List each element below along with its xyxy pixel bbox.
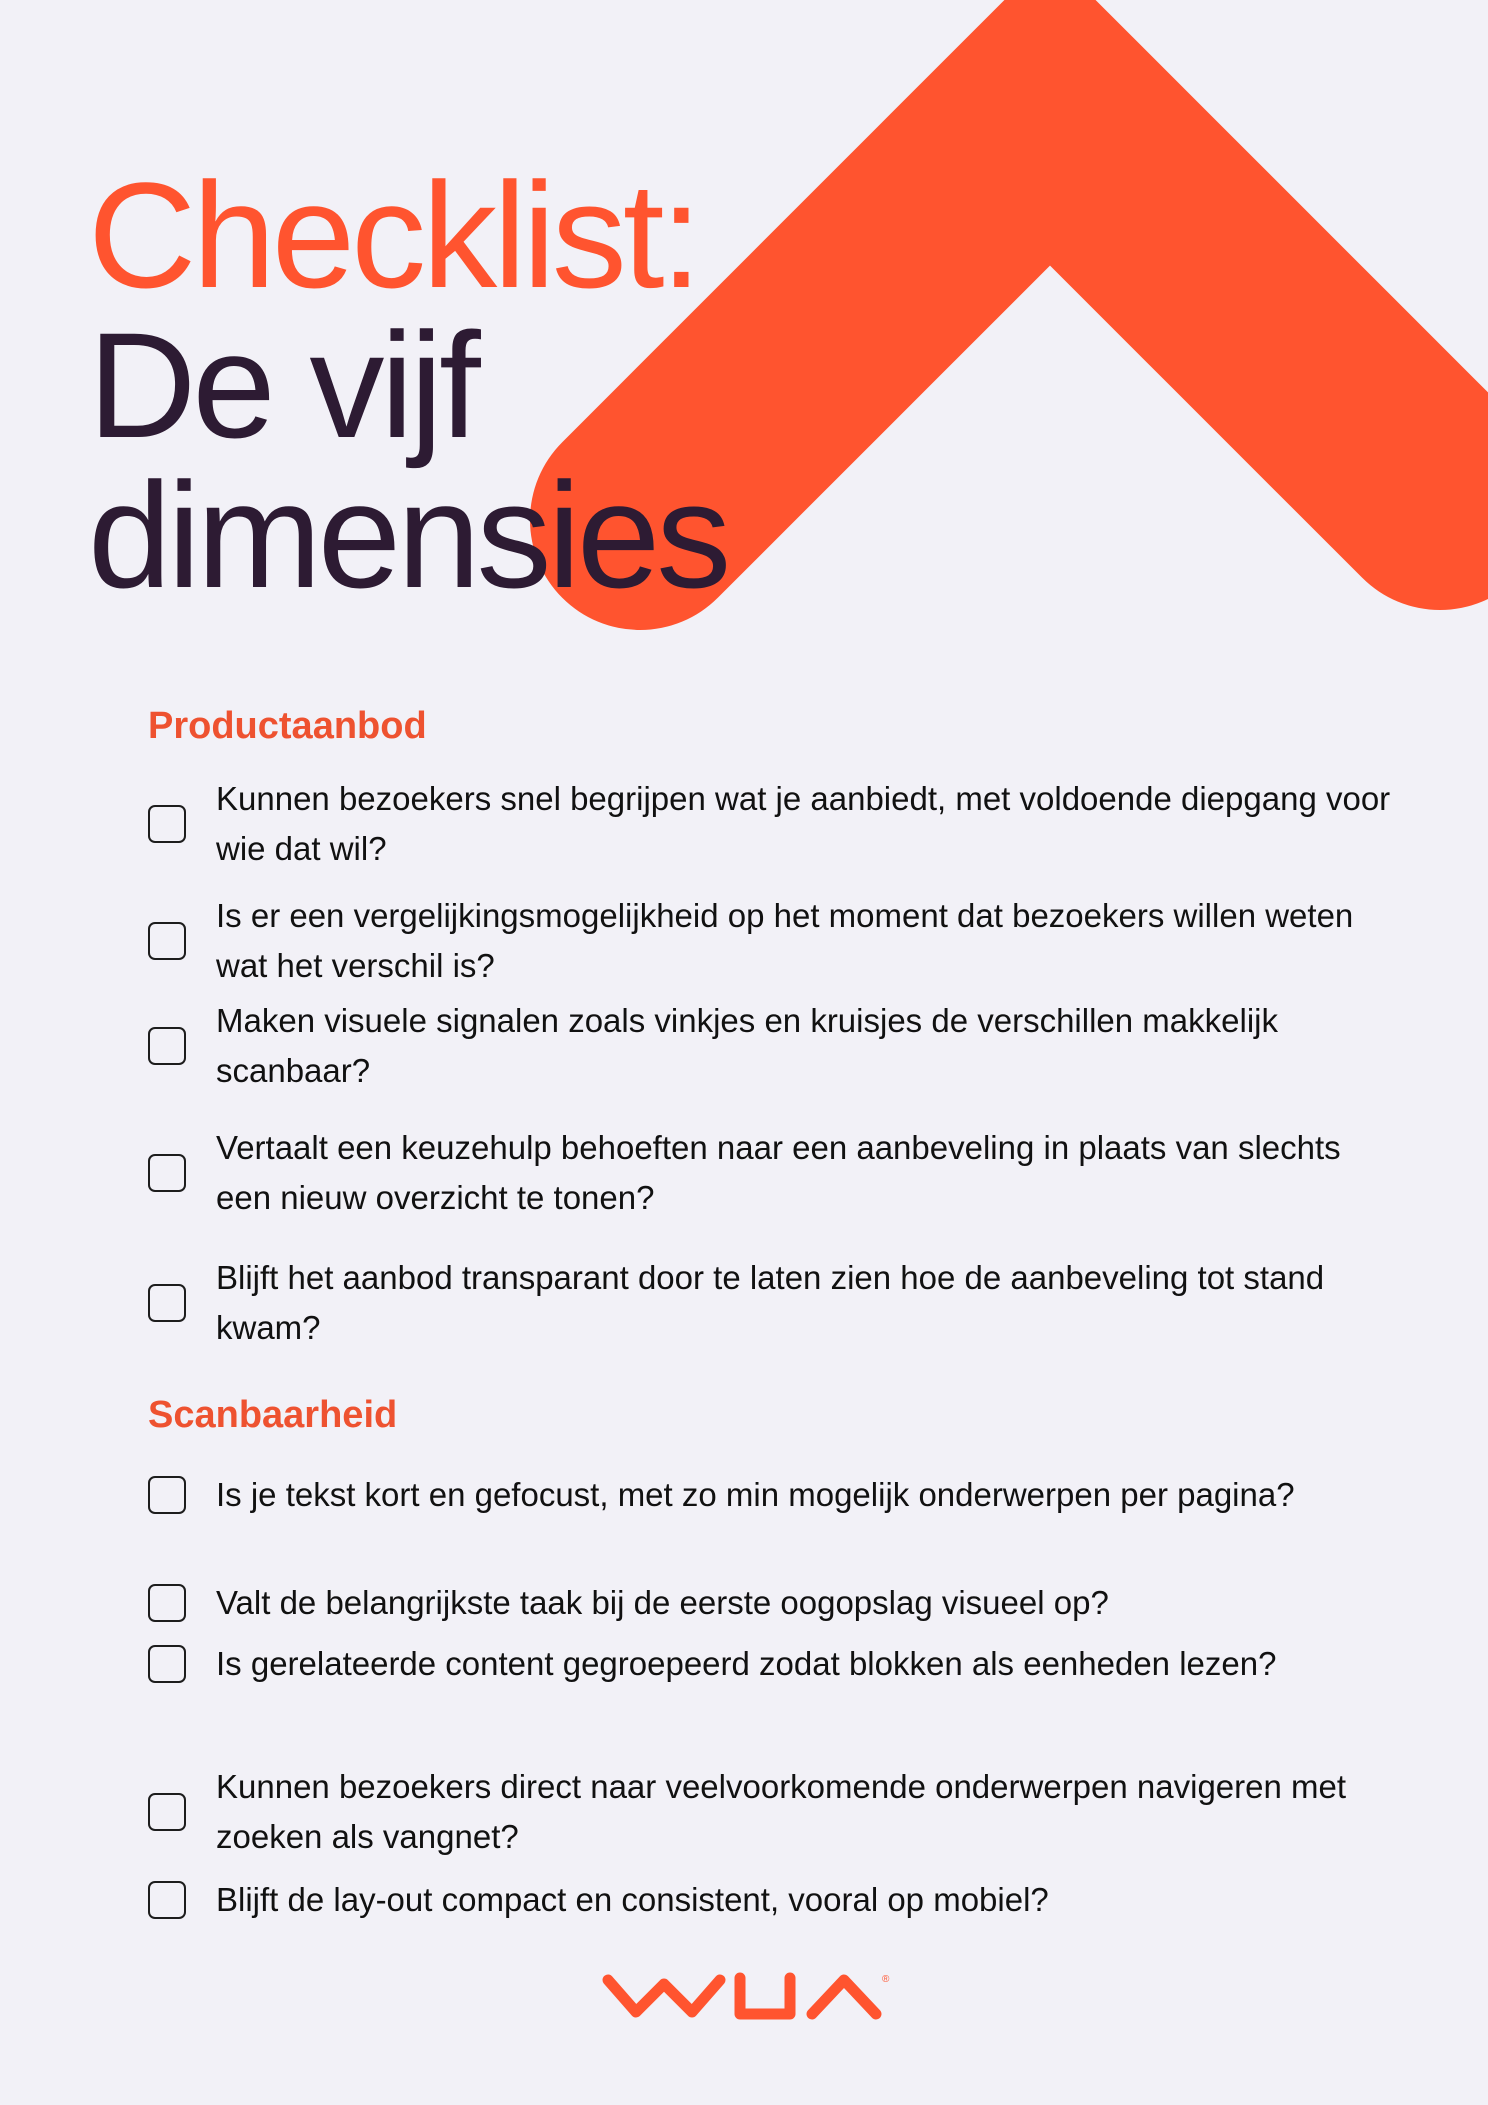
checklist-item [148, 1253, 1398, 1353]
checkbox[interactable] [148, 1584, 186, 1622]
checkbox[interactable] [148, 1881, 186, 1919]
checklist-item-text: Valt de belangrijkste taak bij de eerste oogopslag visueel op? [216, 1584, 1109, 1621]
section-heading-productaanbod: Productaanbod [148, 705, 427, 747]
checklist-item-text: Is gerelateerde content gegroepeerd zodat blokken als eenheden lezen? [216, 1645, 1277, 1682]
title-line-dimensies: dimensies [88, 451, 728, 619]
checkbox[interactable] [148, 1027, 186, 1065]
checklist-item-text: Vertaalt een keuzehulp behoeften naar een aanbeveling in plaats van slechts een nieuw overzicht te tonen? [216, 1129, 1341, 1216]
checklist-item [148, 996, 1398, 1096]
checkbox[interactable] [148, 1476, 186, 1514]
title-line-de-vijf: De vijf [88, 301, 477, 469]
checklist-item [148, 1762, 1398, 1862]
checkbox[interactable] [148, 1793, 186, 1831]
checklist-item [148, 1639, 1398, 1689]
checklist-item-text: Is er een vergelijkingsmogelijkheid op het moment dat bezoekers willen weten wat het verschil is? [216, 897, 1354, 984]
section-heading-scanbaarheid: Scanbaarheid [148, 1394, 398, 1436]
checklist-item-text: Maken visuele signalen zoals vinkjes en kruisjes de verschillen makkelijk scanbaar? [216, 1002, 1278, 1089]
checklist-item-text: Blijft het aanbod transparant door te laten zien hoe de aanbeveling tot stand kwam? [216, 1259, 1325, 1346]
page-title [88, 151, 728, 619]
wua-logo [600, 1968, 890, 2028]
checklist-item-text: Is je tekst kort en gefocust, met zo min mogelijk onderwerpen per pagina? [216, 1476, 1295, 1513]
checklist-item [148, 1123, 1398, 1223]
checkbox[interactable] [148, 1154, 186, 1192]
checklist-item-text: Kunnen bezoekers direct naar veelvoorkomende onderwerpen navigeren met zoeken als vangnet? [216, 1768, 1347, 1855]
checklist-item [148, 891, 1398, 991]
checklist-item [148, 1578, 1398, 1628]
checkbox[interactable] [148, 1284, 186, 1322]
checklist-item-text: Kunnen bezoekers snel begrijpen wat je aanbiedt, met voldoende diepgang voor wie dat wil? [216, 780, 1391, 867]
checklist-item [148, 1875, 1398, 1925]
checkbox[interactable] [148, 922, 186, 960]
checklist-item [148, 1470, 1398, 1520]
checkbox[interactable] [148, 805, 186, 843]
checklist-item-text: Blijft de lay-out compact en consistent, vooral op mobiel? [216, 1881, 1049, 1918]
checkbox[interactable] [148, 1645, 186, 1683]
registered-mark: ® [882, 1974, 890, 1985]
checklist-item [148, 774, 1398, 874]
title-line-checklist: Checklist: [88, 151, 699, 319]
